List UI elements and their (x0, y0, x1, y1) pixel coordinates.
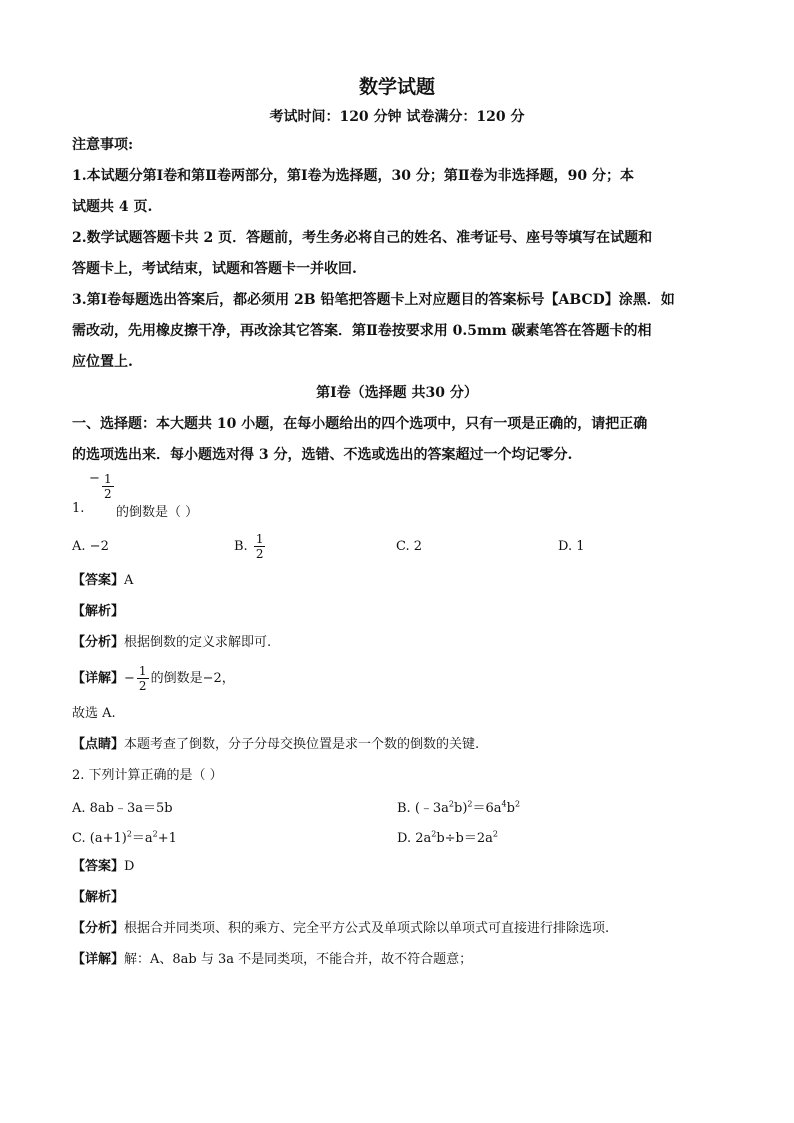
question-2-stem (72, 760, 722, 791)
q1-option-b-den: 2 (255, 546, 264, 561)
section-title: 第Ⅰ卷（选择题 共30 分） (316, 385, 478, 401)
page-title: 数学试题 (358, 76, 435, 98)
section-instruction-line2: 的选项选出来．每小题选对得 3 分，选错、不选或选出的答案超过一个均记零分. (72, 447, 573, 463)
q1-option-d-label: D. (558, 538, 573, 554)
q2-answer (72, 851, 722, 882)
q2-option-d-sup: 2 (431, 829, 437, 839)
q1-option-c (396, 539, 558, 554)
q1-options (72, 527, 722, 565)
q1-option-c-label: C. (396, 538, 410, 554)
q2-options-row2 (72, 821, 722, 851)
notice-item-3-line3: 应位置上. (72, 354, 133, 370)
q1-answer-tag: 【答案】 (72, 573, 125, 588)
q1-detail-num: 1 (138, 663, 147, 678)
notice-item-2-line2: 答题卡上，考试结束，试题和答题卡一并收回. (72, 261, 357, 277)
notice-item-3-line1: 3.第Ⅰ卷每题选出答案后，都必须用 2B 铅笔把答题卡上对应题目的答案标号【ABCD】涂黑．如 (72, 292, 675, 308)
exam-info: 考试时间：120 分钟 试卷满分：120 分 (269, 109, 525, 125)
q1-fraction (102, 473, 114, 500)
q2-option-b-sup: 4 (501, 799, 507, 809)
q2-option-c (72, 827, 397, 846)
q1-option-b-label: B. (234, 538, 248, 554)
notice-item-1-line2: 试题共 4 页. (72, 199, 153, 215)
q1-detail-neg: − (124, 670, 135, 686)
q1-option-c-value: 2 (413, 538, 423, 554)
q1-detail-text: 的倒数是−2， (150, 670, 235, 686)
q2-options-row1 (72, 791, 722, 821)
q2-text: 下列计算正确的是（ ） (88, 768, 223, 783)
notice-item-3-line2: 需改动，先用橡皮擦干净，再改涂其它答案．第Ⅱ卷按要求用 0.5mm 碳素笔答在答题卡的相 (72, 323, 652, 339)
section-instruction-line1: 一、选择题：本大题共 10 小题，在每小题给出的四个选项中，只有一项是正确的，请把正确 (72, 416, 648, 432)
q1-fenxi-text: 根据倒数的定义求解即可. (124, 635, 272, 650)
q2-option-d-part: D. 2a (397, 830, 432, 846)
q2-detail-text: 解：A、8ab 与 3a 不是同类项，不能合并，故不符合题意； (124, 952, 473, 967)
q1-frac-num: 1 (104, 472, 112, 486)
q2-fenxi-tag: 【分析】 (72, 921, 125, 936)
q2-option-c-part: C. (a+1) (72, 830, 127, 846)
q1-neg-sign: − (89, 471, 100, 486)
q2-option-b-sup: 2 (467, 799, 473, 809)
q1-option-b (234, 533, 396, 560)
q2-fenxi-text: 根据合并同类项、积的乘方、完全平方公式及单项式除以单项式可直接进行排除选项. (124, 921, 610, 936)
q1-option-a-label: A. (72, 538, 86, 554)
q2-option-d-sup: 2 (492, 829, 498, 839)
q2-option-c-sup: 2 (152, 829, 158, 839)
q1-option-b-num: 1 (255, 531, 264, 546)
q2-option-c-part: +1 (157, 830, 177, 846)
q2-option-b-part: b) (454, 800, 468, 816)
q2-option-b-part: B. (﹣3a (397, 800, 449, 816)
q2-fenxi (72, 913, 722, 944)
q1-frac-den: 2 (104, 487, 112, 501)
document-page (72, 60, 722, 975)
q1-fenxi (72, 627, 722, 658)
q2-option-b-sup: 2 (448, 799, 455, 809)
q1-detail-den: 2 (138, 678, 147, 693)
question-1-stem (72, 471, 722, 527)
q1-option-a-value: −2 (89, 538, 109, 554)
q2-option-d (397, 827, 722, 846)
q1-fenxi-tag: 【分析】 (72, 635, 125, 650)
q1-option-d (558, 539, 720, 554)
q1-detail (72, 658, 722, 698)
q2-option-c-sup: 2 (126, 829, 132, 839)
q2-detail-tag: 【详解】 (72, 952, 125, 967)
q1-conclusion: 故选 A. (72, 706, 116, 721)
q1-point-tag: 【点睛】 (72, 737, 125, 752)
notice-heading: 注意事项: (72, 137, 134, 153)
q1-option-d-value: 1 (576, 538, 585, 554)
q1-detail-fraction (137, 665, 149, 692)
notice-item-1-line1: 1.本试题分第Ⅰ卷和第Ⅱ卷两部分，第Ⅰ卷为选择题，30 分；第Ⅱ卷为非选择题，90 分；本 (72, 168, 635, 184)
q1-point (72, 729, 722, 760)
q2-answer-value: D (124, 859, 135, 874)
q2-answer-tag: 【答案】 (72, 859, 125, 874)
q2-option-b (397, 797, 722, 816)
q2-option-b-sup: 2 (514, 799, 521, 809)
q1-point-text: 本题考查了倒数，分子分母交换位置是求一个数的倒数的关键. (124, 737, 480, 752)
q2-option-b-part: ＝6a (472, 800, 502, 816)
q2-number: 2. (72, 768, 85, 783)
q2-detail (72, 944, 722, 975)
q2-analysis-tag: 【解析】 (72, 890, 125, 905)
q1-answer (72, 565, 722, 596)
q1-answer-value: A (124, 573, 134, 588)
q2-option-b-part: b (506, 800, 515, 816)
q1-number: 1. (72, 501, 85, 516)
q1-analysis-tag: 【解析】 (72, 604, 125, 619)
q2-option-a: A. 8ab﹣3a＝5b (72, 800, 173, 816)
q1-option-b-fraction (254, 533, 266, 560)
q2-option-d-part: b÷b＝2a (436, 830, 493, 846)
q1-detail-tag: 【详解】 (72, 670, 125, 686)
notice-item-2-line1: 2.数学试题答题卡共 2 页．答题前，考生务必将自己的姓名、准考证号、座号等填写在试题和 (72, 230, 653, 246)
q1-option-a (72, 539, 234, 554)
q1-text: 的倒数是（ ） (116, 505, 199, 520)
q2-option-c-part: ＝a (131, 830, 153, 846)
